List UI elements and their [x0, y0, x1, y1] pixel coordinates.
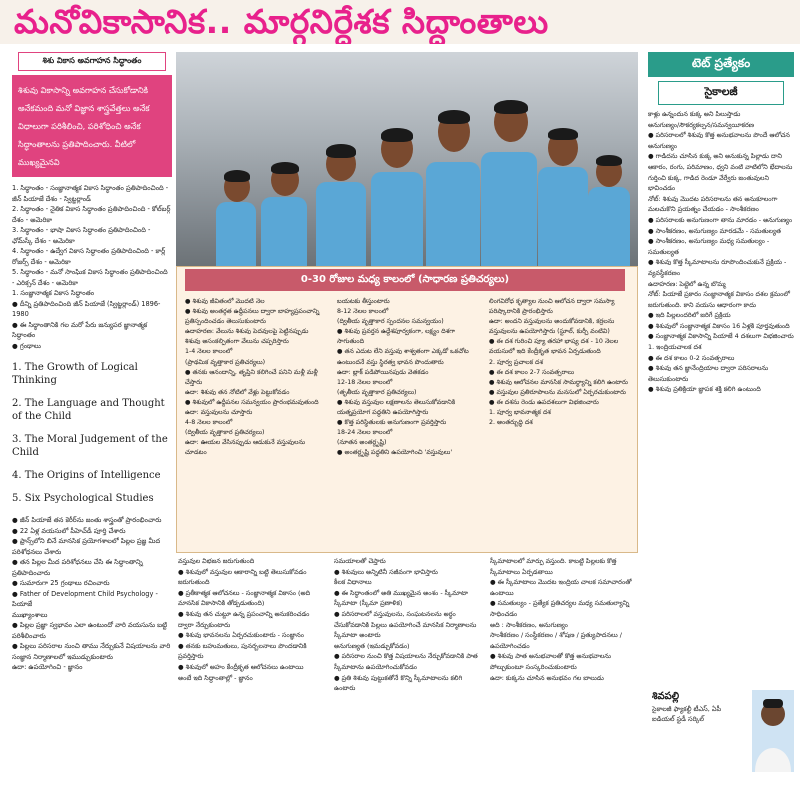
- center-text-line: 18-24 నెలల కాలంలో: [337, 429, 393, 437]
- right-text-line: కాళ్లు ఉన్నందున కుక్క అని పిలుస్తాడు: [648, 110, 741, 118]
- center-text-line: 12-18 నెలల కాలంలో: [337, 378, 393, 386]
- center-text-line: 2. అంతర్బుద్ధి దశ: [489, 419, 533, 427]
- lower-text-line: ● ఈ స్కీమాటాలు మొదట ఇంద్రియ చాలక సమాచారంతో ఉంటాయి: [490, 578, 632, 597]
- book-item: 3. The Moral Judgement of the Child: [12, 434, 168, 458]
- right-text-line: ● సాంశీకరణం, అనుగుణ్యం మారడమే - సమతుల్యత: [648, 226, 781, 235]
- center-text-line: ● తనకు ఆనందాన్ని, తృప్తిని కలిగించే పనిని మళ్లీ మళ్లీ చేస్తారు: [185, 368, 318, 386]
- lower-text-line: అది : సాంశీకరణం, అనుగుణ్యం: [490, 620, 568, 629]
- lower-text-line: ● శిశువు తన చుట్టూ ఉన్న ప్రపంచాన్ని అనుకరించడం ద్వారా నేర్చుకుంటారు: [178, 609, 310, 629]
- note-item: ● పిల్లలు పరిసరాల నుంచి తాము నేర్చుకునే విషయాలను వారి సంజ్ఞాన నిర్మాణాలలో ఇముడ్చుకుంటారు: [12, 642, 171, 661]
- lower-text-line: స్కీమాటా (స్కీమా ప్రణాళిక): [334, 599, 403, 608]
- note-item: ● సుమారుగా 25 గ్రంథాలు రచించారు: [12, 579, 110, 587]
- center-text-line: ఉదా: వస్తువులను చూస్తారు: [185, 409, 253, 417]
- theory-item: ● దీన్ని ప్రతిపాదించింది జీన్ పియాజే (స్విట్జర్లాండ్) 1896-1980: [12, 299, 161, 318]
- theory-item: ● గ్రంథాలు: [12, 341, 41, 350]
- lower-text-line: సాంశీకరణం / సంస్థీకరణం / శోషణ / ప్రత్యుపాదనలు / ఉపయోగించడం: [490, 631, 622, 650]
- lower-text-line: కీలక విధానాలు: [334, 578, 372, 587]
- lower-text-line: వస్తువుల విభజన జరుగుతుంది: [178, 557, 255, 565]
- lower-col-b: [334, 556, 482, 694]
- note-item: ● పిల్లల ప్రజ్ఞా స్వభావం ఎలా ఉంటుందో వారి వయసును బట్టి పరిశీలించారు: [12, 621, 168, 640]
- center-text-line: ● ఈ దశ గురించి ప్యూ తరహా భాష్య దశ - 10 నెలల వయసులో ఇది కేంద్రీకృత భావన ఏర్పడుతుంది: [489, 338, 619, 356]
- book-item: 4. The Origins of Intelligence: [12, 470, 161, 481]
- note-item: ● తన పిల్లల మీద పరిశోధనలు చేసి ఈ సిద్ధాంతాన్ని ప్రతిపాదించారు: [12, 558, 143, 577]
- center-text-line: ● శిశువు ఆలోచనల మానసిక సామర్థ్యాన్ని కలిగి ఉంటారు: [489, 378, 628, 386]
- piaget-notes: [12, 515, 172, 673]
- headline-banner: [0, 0, 800, 44]
- right-text: [648, 109, 794, 395]
- lower-text-line: ● పరిసరాల నుంచి కొత్త విషయాలను నేర్చుకోవడానికి పాత స్కీమాటాను ఉపయోగించుకోవడం: [334, 652, 478, 671]
- center-text-line: 4-8 నెలల కాలంలో: [185, 419, 233, 427]
- center-text-line: 1-4 నెలల కాలంలో: [185, 348, 233, 356]
- lower-text-line: ● శిశువులు అన్నిటినీ సజీవంగా భావిస్తారు: [334, 567, 438, 576]
- center-text-line: ఉదా: శిశువు తన నోటిలో వేళ్లు పెట్టుకోవడం: [185, 388, 290, 396]
- center-text-line: ● శిశువు ప్రవర్తన ఉద్దేశపూర్వకంగా, లక్ష్యం దిశగా సాగుతుంది: [337, 328, 455, 346]
- center-text-line: ● అంతర్దృష్టి పద్ధతిని ఉపయోగించి 'వస్తువులు': [337, 449, 453, 457]
- right-text-line: ● శిశువు ప్రతిక్రియా జ్ఞాపక శక్తి కలిగి ఉంటుంది: [648, 385, 761, 394]
- center-box-title: 0-30 రోజుల మధ్య కాలంలో (సాధారణ ప్రతిచర్యలు): [185, 269, 625, 291]
- center-text-line: (ద్వితీయ వృత్తాకార ప్రతిచర్యలు): [185, 429, 265, 437]
- theory-item: 5. సిద్ధాంతం - మనో సాంఘిక వికాస సిద్ధాంతం ప్రతిపాదించింది - ఎరిక్సన్ దేశం - అమెరికా: [12, 268, 168, 287]
- right-text-line: ● శిశువు కొత్త స్కీమాటాలను రూపొందించుకునే ప్రక్రియ - వ్యవస్థీకరణం: [648, 258, 787, 277]
- center-text-line: బయటకు తీస్తుంటారు: [337, 298, 390, 305]
- lower-text-line: ఉదా: కుక్కను చూసిన అనుభవం గల బాలుడు: [490, 673, 604, 682]
- right-text-line: ఉదాహరణ: పెట్టెలో ఉన్న బొమ్మ: [648, 279, 726, 288]
- lower-col-c: [490, 556, 638, 683]
- center-text-line: ఉదాహరణ: వేలును శిశువు పెదవులపై పెట్టినప్పుడు శిశువు అసంకల్పితంగా వేలును చప్పరిస్తారు: [185, 328, 309, 346]
- theory-item: ● ఈ సిద్ధాంతానికి గల మరో పేరు జన్యుపర జ్ఞానాత్మక సిద్ధాంతం: [12, 320, 148, 339]
- center-text-line: ● శిశువు వస్తువుల లక్షణాలను తెలుసుకోవడానికి యత్నప్రయోగ పద్ధతిని ఉపయోగిస్తారు: [337, 398, 456, 417]
- right-text-line: ● శిశువులో సంజ్ఞానాత్మక వికాసం 16 ఏళ్లకి పూర్తవుతుంది: [648, 321, 790, 330]
- theory-item: 1. సిద్ధాంతం - సంజ్ఞానాత్మక వికాస సిద్ధాంతం ప్రతిపాదించింది - జీన్ పియాజే దేశం - స్విట్జర్లాండ్: [12, 184, 169, 203]
- lower-col-a: [178, 556, 326, 683]
- book-item: 2. The Language and Thought of the Child: [12, 398, 165, 422]
- center-text-line: ● వస్తువుల ప్రతిరూపాలను మనసులో ఏర్పరచుకుంటారు: [489, 388, 626, 396]
- note-item: ఉదా: ఉపయోగించి - జ్ఞానం: [12, 663, 83, 671]
- center-col-3: [489, 297, 629, 428]
- right-text-line: ● పరిసరాలలో శిశువు కొత్త అనుభవాలను పొందే ఆలోచన అనుగుణ్యం: [648, 131, 790, 150]
- center-text-line: ● ఈ దశను రెండు ఉపదశలుగా విభజించారు: [489, 398, 599, 406]
- center-text-line: ఉదా: అందని వస్తువులను అందుకోవడానికి, కర్రలను వస్తువులను ఉపయోగిస్తారు (స్టూల్, కుర్చీ వంటివి): [489, 318, 615, 336]
- book-item: 5. Six Psychological Studies: [12, 493, 154, 504]
- right-text-line: నోట్: పియాజే ప్రకారం సంజ్ఞానాత్మక వికాసం దశల క్రమంలో జరుగుతుంది. కాని వయసు ఆధారంగా కాదు: [648, 290, 790, 309]
- lower-text-line: ● శిశువు పాత అనుభవాలతో కొత్త అనుభవాలను పోల్చుకుంటూ సంస్కరించుకుంటారు: [490, 652, 611, 671]
- center-text-line: (ద్వితీయ వృత్తాకార స్పందనల సమన్వయం): [337, 318, 444, 326]
- lower-text-line: ● సమతుల్యం - ప్రత్యేక ప్రతిచర్యల మధ్య సమతుల్యాన్ని సాధించడం: [490, 599, 630, 618]
- lower-text-line: ● ఈ సిద్ధాంతంలో అతి ముఖ్యమైన అంశం - స్కీమాటా: [334, 588, 468, 597]
- center-text-line: (ప్రాథమిక వృత్తాకార ప్రతిచర్యలు): [185, 358, 266, 366]
- lower-text-line: స్కీమాటాలలో మార్పు వస్తుంది. కాబట్టి పిల్లలకు కొత్త స్కీమాటాలు ఏర్పడతాయి: [490, 557, 617, 576]
- intro-box: [12, 75, 172, 177]
- center-col-1: [185, 297, 325, 459]
- right-text-line: అనుగుణ్యం/సౌకర్యకల్పన/సమన్వయీకరణ: [648, 120, 755, 129]
- note-item: ● Father of Development Child Psychology - పియాజే: [12, 589, 158, 608]
- left-column: [12, 52, 172, 673]
- note-item: ముఖ్యాంశాలు: [12, 610, 48, 619]
- books-list: [12, 361, 172, 505]
- lower-text-line: అంటే ఇది సిద్ధాంతాల్లో - జ్ఞానం: [178, 673, 253, 682]
- author-box: [652, 690, 794, 782]
- note-item: ● 22 ఏళ్ల వయసులో పీహెచ్‌డీ పూర్తి చేశారు: [12, 526, 126, 535]
- right-text-line: 1. ఇంద్రియచాలక దశ: [648, 343, 702, 352]
- note-item: ● ఫ్రాన్స్‌లోని బినే మానసిక ప్రయోగశాలలో పిల్లల ప్రజ్ఞ మీద పరిశోధనలు చేశారు: [12, 537, 161, 556]
- center-text-line: ఉదా: బ్లాక్ పడిపోయినపుడు వెతకడం: [337, 368, 429, 376]
- lower-text-line: అనుగుణ్యత (ఇమడ్చుకోవడం): [334, 641, 410, 650]
- lower-text-line: ● శిశువు భావనలను ఏర్పరచుకుంటారు - సంజ్ఞానం: [178, 631, 304, 640]
- author-avatar: [752, 690, 794, 772]
- lower-text-line: ● శిశువులో వస్తువుల ఆకారాన్ని బట్టి తెలుసుకోవడం జరుగుతుంది: [178, 567, 307, 587]
- right-text-line: నోట్: శిశువు మొదట పరిసరాలను తన అనుకూలంగా మలచుకొని ప్రయత్నం చేయడం - సాంశీకరణం: [648, 194, 778, 214]
- right-text-line: ● పరిసరాలకు అనుగుణంగా తాను మారడం - అనుగుణ్యం: [648, 215, 793, 224]
- intro-text: శిశువు వికాసాన్ని అవగాహన చేసుకోడానికి అనేకమంది మనో విజ్ఞాన శాస్త్రవేత్తలు అనేక విధాలుగా పరిశీలించి, పరిశోధించి అనేక సిద్ధాంతాలను ప్రతిపాదించారు. వీటిలో ముఖ్యమైనవి: [18, 85, 150, 167]
- center-text-line: ● శిశువులో ఉద్దీపనల సమన్వయం ప్రారంభమవుతుంది: [185, 398, 319, 406]
- theory-item: 1. సంజ్ఞానాత్మక వికాస సిద్ధాంతం: [12, 289, 95, 297]
- right-text-line: ● శిశువు తన జ్ఞానేంద్రియాల ద్వారా పరిసరాలను తెలుసుకుంటారు: [648, 364, 769, 383]
- lower-text-line: ● పరిసరాలలో వస్తువులను, సంఘటనలను అర్థం చేసుకోవడానికి పిల్లలు ఉపయోగించే మానసిక నిర్మాణాలను స్కీమాటా అంటారు: [334, 609, 477, 640]
- author-name: శివపల్లి: [652, 691, 680, 702]
- right-text-line: ● గాడిదను చూసిన కుక్క అని అనుకున్న పిల్లాడు దాని ఆకారం, రంగు, పరిమాణం, ధ్వని వంటి వాటిలోని భేదాలను గుర్తించి కుక్క, గాడిద రెండూ వేర్వేరు జంతువులని భావించడం: [648, 152, 793, 193]
- book-item: 1. The Growth of Logical Thinking: [12, 362, 138, 386]
- lower-text-line: ● ప్రతి శిశువు పుట్టుకతోనే కొన్ని స్కీమాటాలను కలిగి ఉంటారు: [334, 673, 463, 693]
- center-col-2: [337, 297, 477, 459]
- section-tag: శిశు వికాస అవగాహన సిద్ధాంతం: [18, 52, 166, 71]
- headline: మనోవికాసానిక.. మార్గనిర్దేశక సిద్ధాంతాలు: [14, 2, 549, 41]
- theory-item: 3. సిద్ధాంతం - భాషా వికాస సిద్ధాంతం ప్రతిపాదించింది - ఛోమ్‌స్కీ దేశం - అమెరికా: [12, 226, 151, 245]
- center-text-line: ● శిశువు జీవితంలో మొదటి నెల: [185, 298, 265, 305]
- children-photo: [176, 52, 638, 298]
- right-text-line: ● ఇది పిల్లలందరిలో జరిగే ప్రక్రియ: [648, 311, 731, 320]
- theory-item: 2. సిద్ధాంతం - నైతిక వికాస సిద్ధాంతం ప్రతిపాదించింది - కోల్‌బర్గ్ దేశం - అమెరికా: [12, 205, 171, 224]
- psychology-header: సైకాలజీ: [658, 81, 784, 105]
- note-item: ● జీన్ పియాజే తన కెరీర్‌ను జంతు శాస్త్రంతో ప్రారంభించారు: [12, 516, 162, 524]
- author-role: సైకాలజీ ఫ్యాకల్టీ టీఎస్, ఏపీ ఐడియల్ స్టడీ సర్కిల్: [652, 705, 722, 723]
- right-column: [648, 52, 794, 395]
- lower-text-line: ● తనకు బహుమతులు, పునర్బలనాలు పొందడానికి ప్రవర్తిస్తారు: [178, 641, 307, 661]
- center-text-line: 2. పూర్వ ప్రచాలక దశ: [489, 358, 543, 366]
- center-text-line: ● శిశువు అంతర్గత ఉద్దీపనలు ద్వారా బాహ్యప్రపంచాన్ని ప్రతిస్పందించడం తెలుసుకుంటారు: [185, 308, 320, 326]
- theories-list: [12, 183, 172, 351]
- right-text-line: ● ఈ దశ కాలం 0-2 సంవత్సరాలు: [648, 353, 735, 362]
- center-text-line: 8-12 నెలల కాలంలో: [337, 308, 389, 316]
- center-text-line: లింగవిరోధ కృత్యాల నుంచి ఆలోచన ద్వారా సమస్యా పరిష్కారానికి ప్రారంభిస్తారు: [489, 298, 615, 316]
- lower-text-line: ● శిశువులో అహం కేంద్రీకృత ఆలోచనలు ఉంటాయి: [178, 662, 304, 671]
- right-text-line: ● సాంశీకరణం, అనుగుణ్యం మధ్య సమతుల్యం - సమతుల్యత: [648, 237, 770, 256]
- center-text-line: (తృతీయ వృత్తాకార ప్రతిచర్యలు): [337, 388, 417, 396]
- right-text-line: ● సంజ్ఞానాత్మక వికాసాన్ని పియాజే 4 దశలుగా విభజించారు: [648, 332, 794, 341]
- center-text-line: ● తన ఎదుట లేని వస్తువు శాశ్వతంగా ఎక్కడో ఒకచోట ఉంటుందనే వస్తు స్థిరత్వ భావన పొందుతారు: [337, 348, 469, 366]
- center-text-line: 1. పూర్వ భావనాత్మక దశ: [489, 409, 551, 417]
- center-text-line: ● ఈ దశ కాలం 2-7 సంవత్సరాలు: [489, 368, 575, 376]
- theory-item: 4. సిద్ధాంతం - ఉద్వేగ వికాస సిద్ధాంతం ప్రతిపాదించింది - కార్ల్ రోజర్స్ దేశం - అమెరికా: [12, 247, 166, 266]
- lower-text-line: సమయాలతో చెప్తారు: [334, 557, 386, 565]
- center-text-line: ఉదా: ఊయల వేసినప్పుడు ఆడుకునే వస్తువులను చూడటం: [185, 439, 306, 457]
- center-text-line: (నూతన అంతర్దృష్టి): [337, 439, 387, 447]
- center-text-line: ● కొత్త పరిస్థితులకు అనుగుణంగా ప్రవర్తిస్తారు: [337, 419, 447, 427]
- tet-special-header: టెట్ ప్రత్యేకం: [648, 52, 794, 77]
- center-box: [176, 266, 638, 553]
- lower-text-line: ● ప్రతీకాత్మక ఆలోచనలు - సంజ్ఞానాత్మక వికాసం (అది మానసిక వికాసానికి తోడ్పడుతుంది): [178, 588, 311, 608]
